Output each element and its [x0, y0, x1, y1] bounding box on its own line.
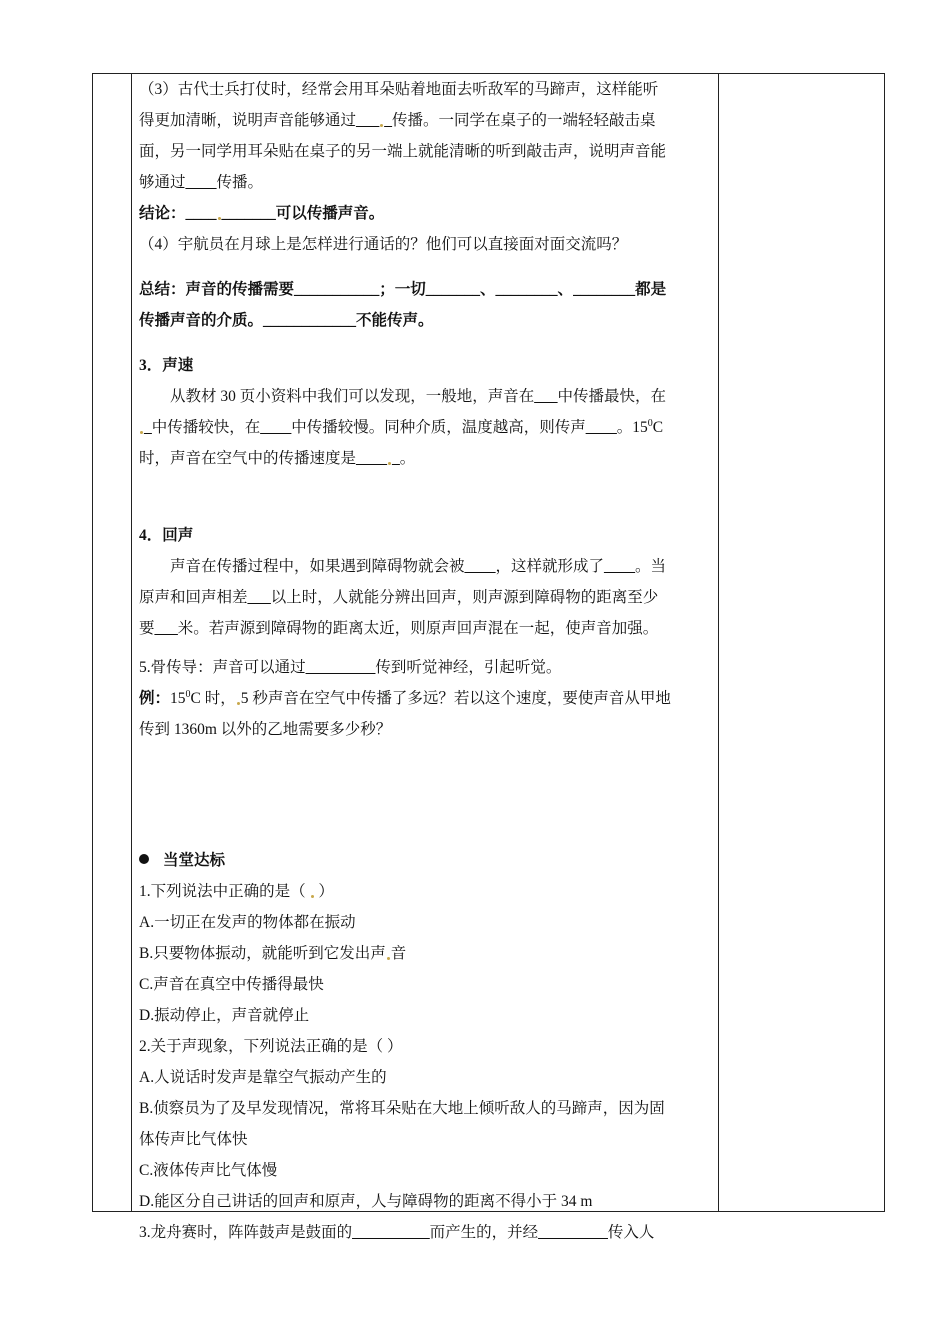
q4-line: （4）宇航员在月球上是怎样进行通话的？他们可以直接面对面交流吗？ — [139, 236, 628, 253]
speed-line1: 从教材 30 页小资料中我们可以发现，一般地，声音在___中传播最快，在 — [170, 388, 667, 405]
echo-line3: 要___米。若声源到障碍物的距离太近，则原声回声混在一起，使声音加强。 — [139, 620, 659, 637]
speed-line2: _中传播较快，在____中传播较慢。同种介质，温度越高，则传声____。$15^0C$ — [139, 412, 717, 443]
summary-line2: 传播声音的介质。____________不能传声。 — [139, 312, 434, 329]
blank-air[interactable]: _________ — [538, 1224, 608, 1241]
blank-faster[interactable]: _ — [139, 419, 152, 436]
q1-option-a[interactable]: A.一切正在发声的物体都在振动 — [139, 914, 356, 931]
blank-vacuum[interactable]: ____________ — [263, 312, 357, 329]
main-column — [139, 74, 717, 1248]
blank-liquid[interactable]: ____ — [185, 174, 217, 191]
example-line1: 例：$15^0C$ 时， 5 秒声音在空气中传播了多远？若以这个速度，要使声音从甲地 — [139, 689, 671, 707]
blank-vibration[interactable]: __________ — [352, 1224, 430, 1241]
q3-line2: 得更加清晰，说明声音能够通过___ _传播。一同学在桌子的一端轻轻敲击桌 — [139, 112, 656, 129]
q1-option-b[interactable]: B.只要物体振动，就能听到它发出声 音 — [139, 945, 407, 962]
q2-stem: 2.关于声现象，下列说法正确的是（ ） — [139, 1038, 403, 1055]
blank-echo[interactable]: ____ — [604, 558, 636, 575]
blank-time[interactable]: ___ — [247, 589, 271, 606]
echo-line1: 声音在传播过程中，如果遇到障碍物就会被____，这样就形成了____。当 — [170, 558, 667, 575]
q1-option-d[interactable]: D.振动停止，声音就停止 — [139, 1007, 310, 1024]
speed-heading: 3．声速 — [139, 357, 194, 374]
q2-option-c[interactable]: C.液体传声比气体慢 — [139, 1162, 278, 1179]
blank-reflected[interactable]: ____ — [464, 558, 496, 575]
echo-line2: 原声和回声相差___以上时，人就能分辨出回声，则声源到障碍物的距离至少 — [139, 589, 659, 606]
summary-line1: 总结：声音的传播需要___________；一切_______、________、________都是 — [139, 281, 667, 298]
q3-stem: 3.龙舟赛时，阵阵鼓声是鼓面的__________而产生的，并经_________传入人 — [139, 1224, 655, 1241]
blank-medium[interactable]: ___________ — [294, 281, 380, 298]
q3-line3: 面，另一同学用耳朵贴在桌子的另一端上就能清晰的听到敲击声，说明声音能 — [139, 143, 667, 160]
q2-option-b-line2[interactable]: 体传声比气体快 — [139, 1131, 248, 1148]
blank-distance[interactable]: ___ — [154, 620, 178, 637]
blank-gas-2[interactable]: ________ — [573, 281, 636, 298]
q1-option-c[interactable]: C.声音在真空中传播得最快 — [139, 976, 324, 993]
example-line2: 传到 1360m 以外的乙地需要多少秒？ — [139, 721, 392, 738]
blank-temp[interactable]: ____ — [585, 419, 617, 436]
q1-stem: 1.下列说法中正确的是（ ） — [139, 883, 334, 900]
q2-option-d[interactable]: D.能区分自己讲话的回声和原声，人与障碍物的距离不得小于 34 m — [139, 1193, 593, 1210]
q3-line4: 够通过____传播。 — [139, 174, 264, 191]
right-column-border — [718, 74, 719, 1211]
left-column-border — [131, 74, 132, 1211]
conclusion-line: 结论：____ _______可以传播声音。 — [139, 205, 385, 222]
worksheet-table — [92, 73, 885, 1241]
bullet-icon — [139, 854, 149, 864]
blank-liquid-2[interactable]: ________ — [495, 281, 558, 298]
blank-slower[interactable]: ____ — [260, 419, 292, 436]
echo-heading: 4．回声 — [139, 527, 194, 544]
blank-solid[interactable]: ___ _ — [356, 112, 393, 129]
q3-line1: （3）古代士兵打仗时，经常会用耳朵贴着地面去听敌军的马蹄声，这样能听 — [139, 81, 659, 98]
q2-option-a[interactable]: A.人说话时发声是靠空气振动产生的 — [139, 1069, 387, 1086]
bone-line: 5.骨传导：声音可以通过_________传到听觉神经，引起听觉。 — [139, 659, 562, 676]
blank-bone[interactable]: _________ — [305, 659, 376, 676]
q2-option-b-line1[interactable]: B.侦察员为了及早发现情况，常将耳朵贴在大地上倾听敌人的马蹄声，因为固 — [139, 1100, 665, 1117]
speed-line3: 时，声音在空气中的传播速度是____ _。 — [139, 450, 416, 467]
exercise-heading: 当堂达标 — [139, 845, 717, 876]
blank-air-speed[interactable]: ____ _ — [356, 450, 400, 467]
blank-fastest[interactable]: ___ — [534, 388, 558, 405]
blank-solid-2[interactable]: _______ — [425, 281, 481, 298]
blank-conclusion[interactable]: ____ _______ — [185, 205, 276, 222]
